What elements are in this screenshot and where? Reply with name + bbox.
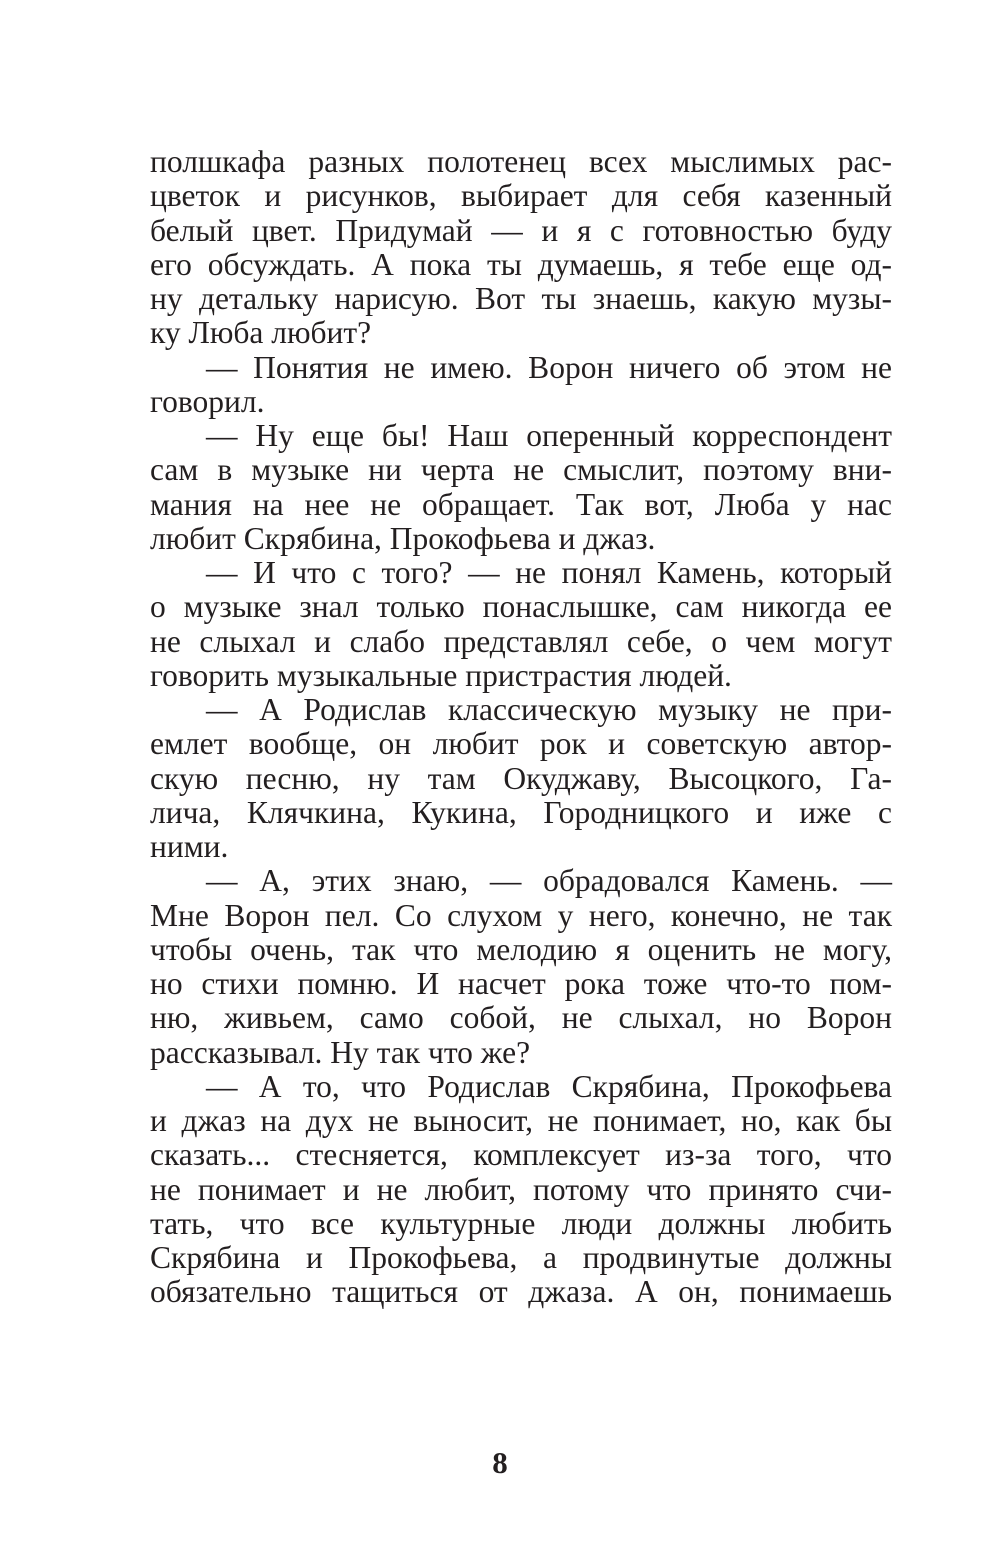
text-line: емлет вообще, он любит рок и советскую автор- <box>150 726 892 762</box>
page-number: 8 <box>492 1445 508 1480</box>
text-line: — Понятия не имею. Ворон ничего об этом не <box>206 349 892 385</box>
text-line: ню, живьем, само собой, не слыхал, но Ворон <box>150 1000 892 1036</box>
text-line: чтобы очень, так что мелодию я оценить не могу, <box>150 931 892 967</box>
text-line: и джаз на дух не выносит, не понимает, но, как бы <box>150 1103 892 1138</box>
text-line: сам в музыке ни черта не смыслит, поэтому вни- <box>150 452 892 488</box>
text-line: говорил. <box>150 383 265 419</box>
text-line: не понимает и не любит, потому что принято счи- <box>150 1171 892 1207</box>
text-line: ну детальку нарисую. Вот ты знаешь, какую музы- <box>150 281 892 316</box>
text-line: говорить музыкальные пристрастия людей. <box>150 657 732 693</box>
text-line: полшкафа разных полотенец всех мыслимых рас- <box>150 144 892 179</box>
text-line: — И что с того? — не понял Камень, который <box>206 555 892 590</box>
text-line: его обсуждать. А пока ты думаешь, я тебе еще од- <box>150 246 892 282</box>
text-line: о музыке знал только понаслышке, сам никогда ее <box>150 589 892 625</box>
text-line: любит Скрябина, Прокофьева и джаз. <box>150 520 656 556</box>
text-line: Скрябина и Прокофьева, а продвинутые должны <box>150 1240 892 1275</box>
text-line: белый цвет. Придумай — и я с готовностью буду <box>150 212 892 248</box>
text-line: рассказывал. Ну так что же? <box>150 1034 531 1070</box>
text-line: мания на нее не обращает. Так вот, Люба у нас <box>150 486 892 522</box>
text-line: скую песню, ну там Окуджаву, Высоцкого, Га- <box>150 760 892 796</box>
text-line: лича, Клячкина, Кукина, Городницкого и иже с <box>150 794 892 830</box>
text-line: ними. <box>150 829 229 864</box>
text-line: — А, этих знаю, — обрадовался Камень. — <box>206 863 892 899</box>
text-line: — Ну еще бы! Наш оперенный корреспондент <box>206 418 892 453</box>
text-line: не слыхал и слабо представлял себе, о чем могут <box>150 623 892 659</box>
text-line: — А то, что Родислав Скрябина, Прокофьева <box>206 1068 892 1104</box>
text-line: Мне Ворон пел. Со слухом у него, конечно, не так <box>150 897 892 933</box>
text-line: обязательно тащиться от джаза. А он, понимаешь <box>150 1274 892 1310</box>
text-line: — А Родислав классическую музыку не при- <box>206 692 892 727</box>
text-line: сказать... стесняется, комплексует из-за того, что <box>150 1137 892 1173</box>
body-text <box>150 145 892 1310</box>
text-line: ку Люба любит? <box>150 315 372 351</box>
text-line: но стихи помню. И насчет рока тоже что-то пом- <box>150 966 892 1001</box>
text-line: цветок и рисунков, выбирает для себя казенный <box>150 178 892 214</box>
text-line: тать, что все культурные люди должны любить <box>150 1205 892 1241</box>
